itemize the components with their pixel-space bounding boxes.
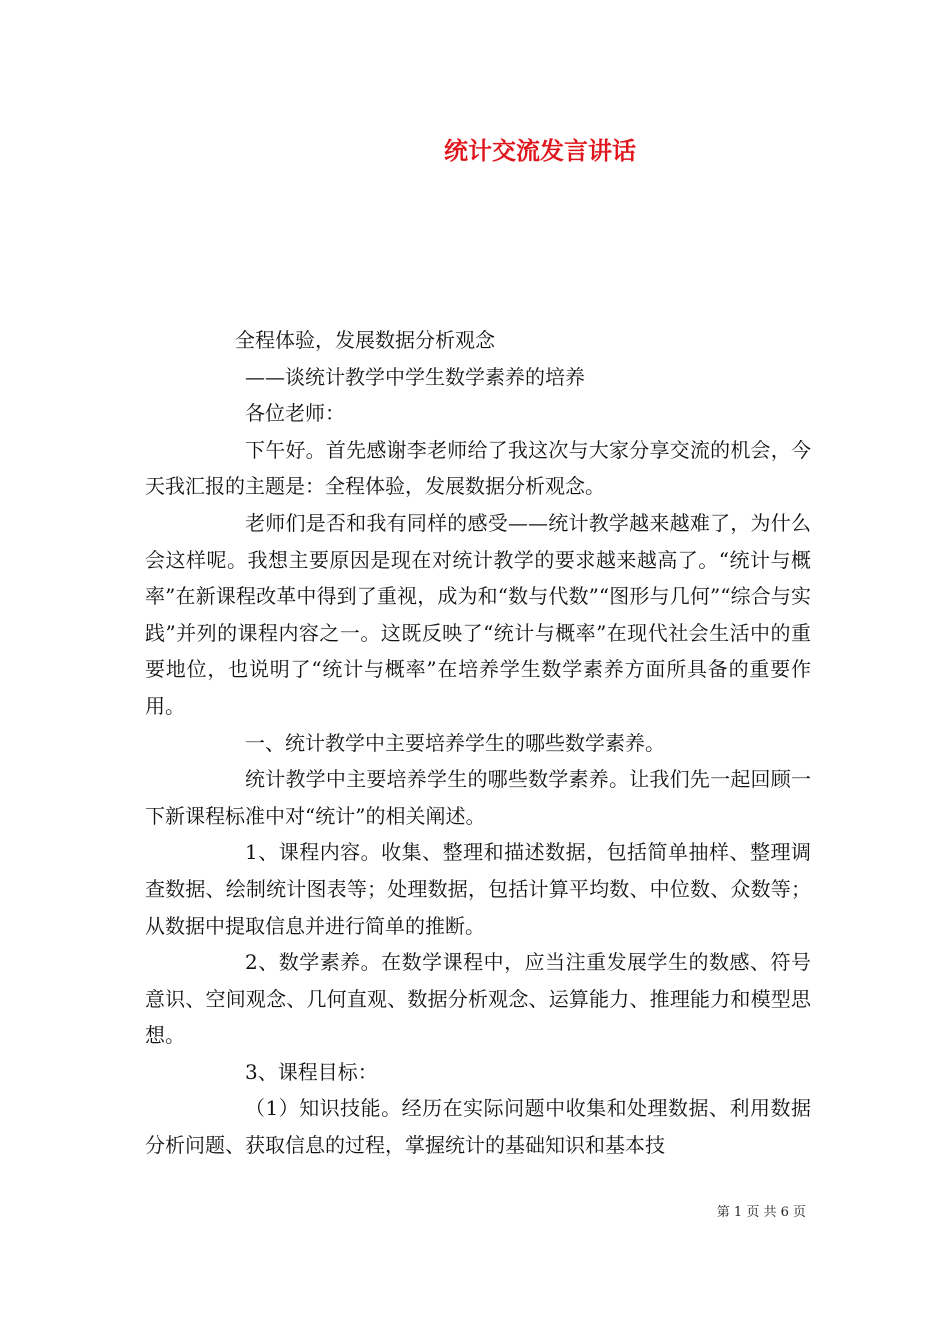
paragraph-intro: 老师们是否和我有同样的感受——统计教学越来越难了，为什么会这样呢。我想主要原因是现在对统计教学的要求越来越高了。“统计与概率”在新课程改革中得到了重视，成为和“数与代数”“图形与几何”“综合与实践”并列的课程内容之一。这既反映了“统计与概率”在现代社会生活中的重要地位，也说明了“统计与概率”在培养学生数学素养方面所具备的重要作用。	[145, 510, 811, 718]
heading-main: 全程体验，发展数据分析观念	[235, 328, 495, 352]
page-number: 第 1 页 共 6 页	[716, 1205, 806, 1220]
document-body	[145, 322, 811, 1164]
document-title: 统计交流发言讲话	[444, 136, 636, 165]
item-course-goals: 3、课程目标：	[245, 1059, 378, 1084]
heading-subtitle: ——谈统计教学中学生数学素养的培养	[245, 364, 585, 389]
item-knowledge-skills: （1）知识技能。经历在实际问题中收集和处理数据、利用数据分析问题、获取信息的过程，掌握统计的基础知识和基本技	[145, 1096, 811, 1158]
section-heading-1: 一、统计教学中主要培养学生的哪些数学素养。	[245, 730, 665, 755]
paragraph-greeting: 下午好。首先感谢李老师给了我这次与大家分享交流的机会，今天我汇报的主题是：全程体验，发展数据分析观念。	[145, 437, 811, 499]
paragraph-section-1: 统计教学中主要培养学生的哪些数学素养。让我们先一起回顾一下新课程标准中对“统计”的相关阐述。	[145, 767, 811, 828]
item-math-literacy: 2、数学素养。在数学课程中，应当注重发展学生的数感、符号意识、空间观念、几何直观、数据分析观念、运算能力、推理能力和模型思想。	[145, 950, 811, 1048]
item-course-content: 1、课程内容。收集、整理和描述数据，包括简单抽样、整理调查数据、绘制统计图表等；处理数据，包括计算平均数、中位数、众数等；从数据中提取信息并进行简单的推断。	[145, 840, 811, 938]
salutation: 各位老师：	[245, 401, 345, 426]
